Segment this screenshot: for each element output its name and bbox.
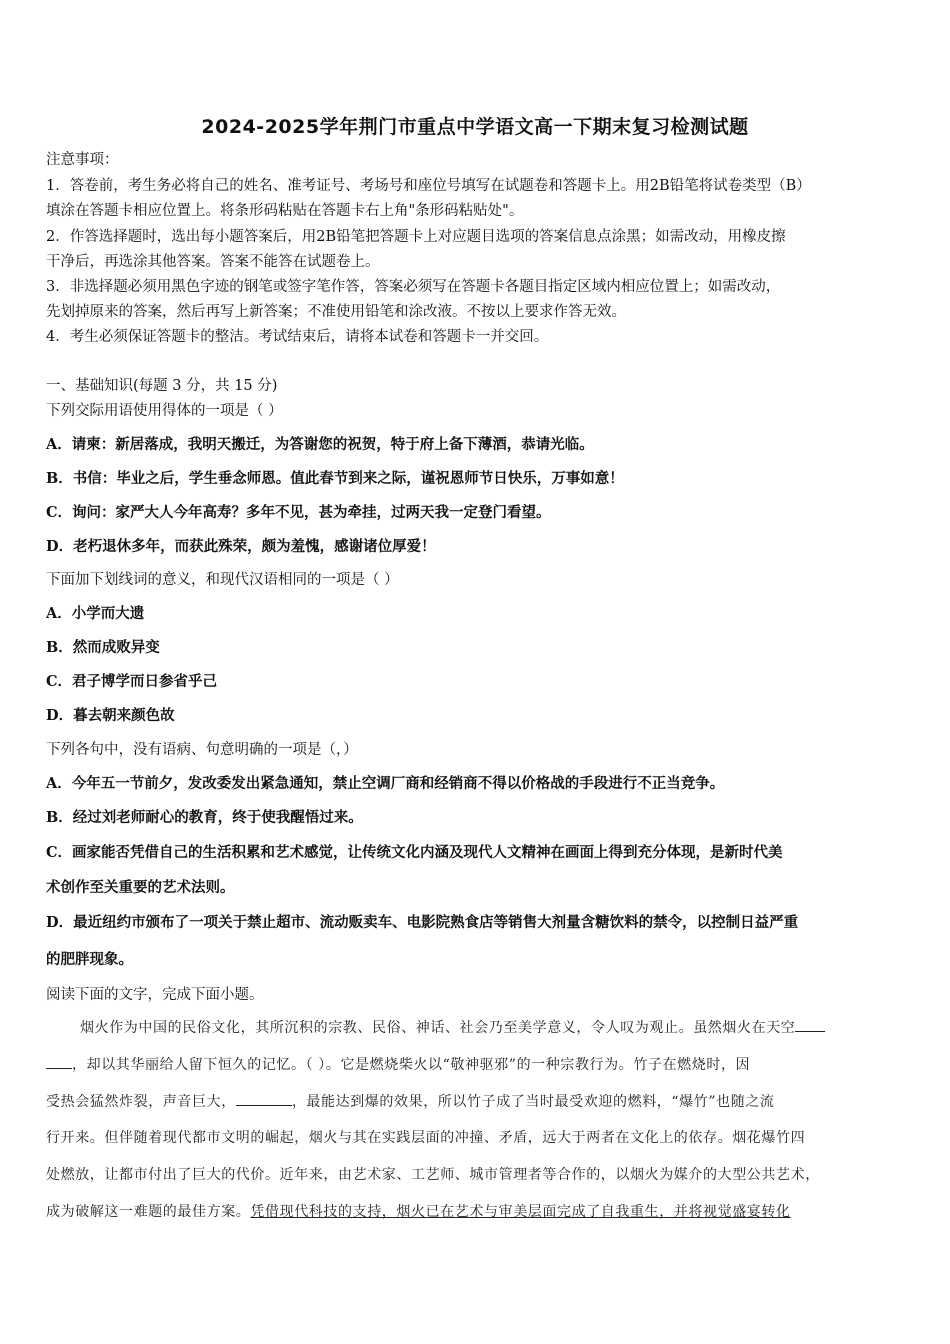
- underlined-sentence: 凭借现代科技的支持，烟火已在艺术与审美层面完成了自我重生，并将视觉盛宴转化: [250, 1204, 791, 1220]
- notice-heading: 注意事项：: [46, 152, 119, 168]
- fill-blank: [795, 1017, 825, 1032]
- answer-option-continued: 的肥胖现象。: [46, 951, 133, 968]
- passage-text: ，却以其华丽给人留下恒久的记忆。（ ）。它是燃烧柴火以“敬神驱邪”的一种宗教行为。竹子在燃烧时，因: [72, 1057, 751, 1073]
- passage-text: ，最能达到爆的效果，所以竹子成了当时最受欢迎的燃料，“爆竹”也随之流: [291, 1094, 775, 1110]
- notice-line: 1．答卷前，考生务必将自己的姓名、准考证号、考场号和座位号填写在试题卷和答题卡上。用2B铅笔将试卷类型（B）: [46, 178, 811, 194]
- passage-line: 处燃放，让都市付出了巨大的代价。近年来，由艺术家、工艺师、城市管理者等合作的，以烟火为媒介的大型公共艺术，: [46, 1167, 820, 1183]
- answer-option: B．经过刘老师耐心的教育，终于使我醒悟过来。: [46, 809, 363, 826]
- passage-line: 行开来。但伴随着现代都市文明的崛起，烟火与其在实践层面的冲撞、矛盾，远大于两者在文化上的依存。烟花爆竹四: [46, 1130, 806, 1146]
- notice-line: 2．作答选择题时，选出每小题答案后，用2B铅笔把答题卡上对应题目选项的答案信息点涂黑；如需改动，用橡皮擦: [46, 229, 786, 245]
- passage-line: [46, 1091, 906, 1112]
- question-stem: 下列各句中，没有语病、句意明确的一项是（，）: [46, 742, 358, 758]
- answer-option: D．暮去朝来颜色故: [46, 707, 175, 724]
- passage-text: 受热会猛然炸裂，声音巨大，: [46, 1094, 236, 1110]
- question-stem: 下列交际用语使用得体的一项是（ ）: [46, 403, 283, 419]
- fill-blank: [46, 1054, 72, 1069]
- answer-option: D．最近纽约市颁布了一项关于禁止超市、流动贩卖车、电影院熟食店等销售大剂量含糖饮料的禁令，以控制日益严重: [46, 914, 799, 931]
- answer-option: A．小学而大遗: [46, 605, 145, 622]
- notice-line: 3．非选择题必须用黑色字迹的钢笔或签字笔作答，答案必须写在答题卡各题目指定区域内相应位置上；如需改动，: [46, 279, 781, 295]
- answer-option: B．然而成败异变: [46, 639, 160, 656]
- notice-line: 干净后，再选涂其他答案。答案不能答在试题卷上。: [46, 254, 380, 270]
- question-stem: 下面加下划线词的意义，和现代汉语相同的一项是（ ）: [46, 572, 399, 588]
- answer-option: C．询问：家严大人今年高寿？多年不见，甚为牵挂，过两天我一定登门看望。: [46, 504, 551, 521]
- answer-option: D．老朽退休多年，而获此殊荣，颇为羞愧，感谢诸位厚爱！: [46, 538, 436, 555]
- passage-text: 烟火作为中国的民俗文化，其所沉积的宗教、民俗、神话、社会乃至美学意义，令人叹为观止。虽然烟火在天空: [80, 1020, 796, 1036]
- fill-blank: [236, 1091, 292, 1106]
- answer-option: A．今年五一节前夕，发改委发出紧急通知，禁止空调厂商和经销商不得以价格战的手段进行不正当竞争。: [46, 775, 725, 792]
- answer-option: C．画家能否凭借自己的生活积累和艺术感觉，让传统文化内涵及现代人文精神在画面上得到充分体现，是新时代美: [46, 844, 783, 861]
- answer-option: C．君子博学而日参省乎己: [46, 673, 218, 690]
- passage-line: [80, 1017, 906, 1038]
- passage-line: [46, 1054, 906, 1075]
- page-title: 2024-2025学年荆门市重点中学语文高一下期末复习检测试题: [201, 116, 749, 138]
- answer-option: B．书信：毕业之后，学生垂念师恩。值此春节到来之际，谨祝恩师节日快乐，万事如意！: [46, 470, 624, 487]
- passage-text: 成为破解这一难题的最佳方案。: [46, 1204, 251, 1220]
- answer-option-continued: 术创作至关重要的艺术法则。: [46, 879, 235, 896]
- section-heading: 一、基础知识(每题 3 分，共 15 分): [46, 378, 278, 394]
- notice-line: 填涂在答题卡相应位置上。将条形码粘贴在答题卡右上角"条形码粘贴处"。: [46, 203, 524, 219]
- answer-option: A．请柬：新居落成，我明天搬迁，为答谢您的祝贺，特于府上备下薄酒，恭请光临。: [46, 436, 594, 453]
- notice-line: 4．考生必须保证答题卡的整洁。考试结束后，请将本试卷和答题卡一并交回。: [46, 329, 549, 345]
- notice-line: 先划掉原来的答案，然后再写上新答案；不准使用铅笔和涂改液。不按以上要求作答无效。: [46, 304, 626, 320]
- passage-line: [46, 1202, 906, 1222]
- reading-intro: 阅读下面的文字，完成下面小题。: [46, 987, 264, 1003]
